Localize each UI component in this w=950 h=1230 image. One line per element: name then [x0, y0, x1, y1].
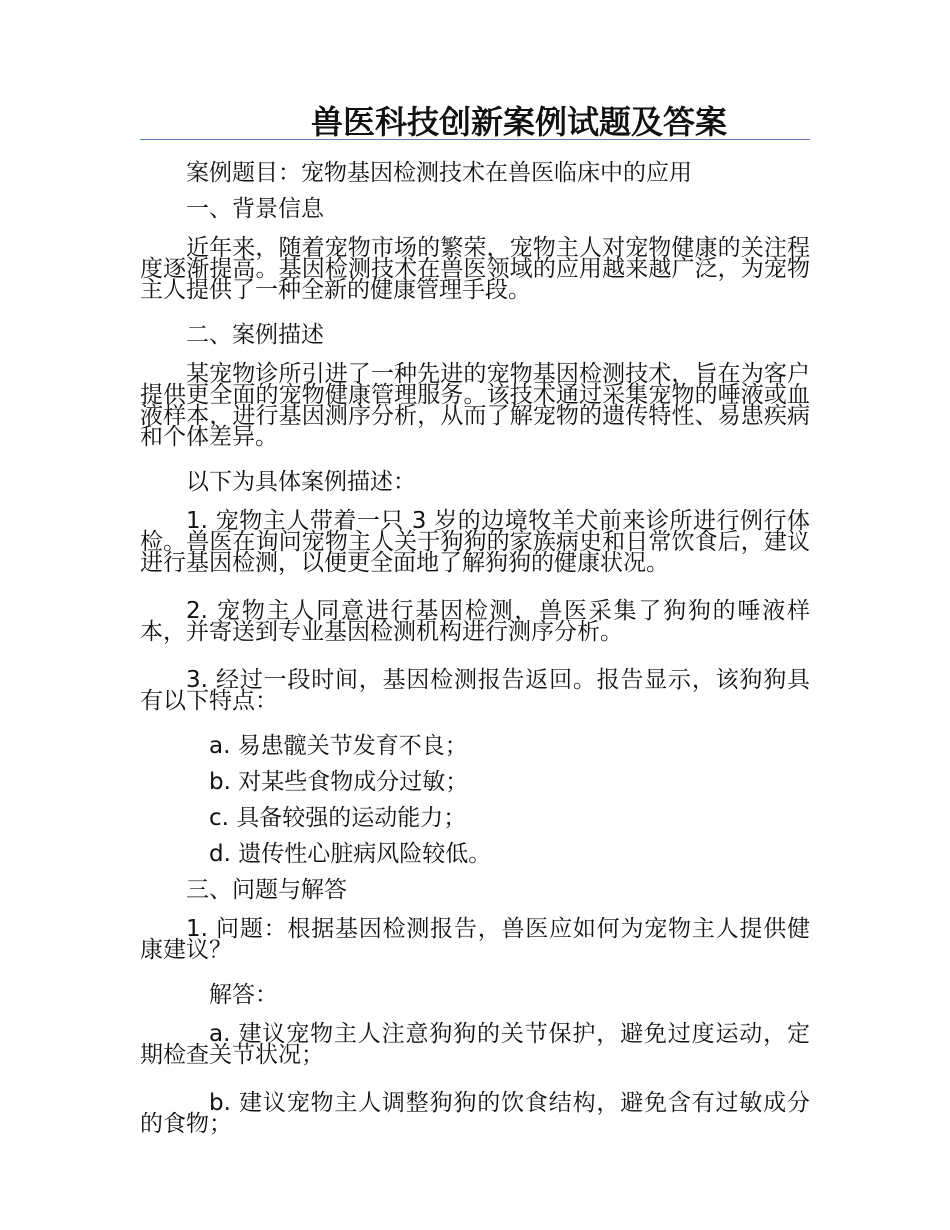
section-heading-case-description: 二、案例描述	[186, 322, 324, 348]
answer-item-b: b. 建议宠物主人调整狗狗的饮食结构，避免含有过敏成分的食物；	[140, 1090, 810, 1137]
paragraph-step-2: 2. 宠物主人同意进行基因检测，兽医采集了狗狗的唾液样本，并寄送到专业基因检测机构进行测序分析。	[140, 598, 810, 645]
case-title: 案例题目：宠物基因检测技术在兽医临床中的应用	[186, 160, 692, 186]
list-item-c: c. 具备较强的运动能力；	[209, 805, 467, 831]
paragraph-step-3: 3. 经过一段时间，基因检测报告返回。报告显示，该狗狗具有以下特点：	[140, 667, 810, 714]
list-item-a: a. 易患髋关节发育不良；	[209, 733, 468, 759]
section-heading-background: 一、背景信息	[186, 196, 324, 222]
paragraph-case-intro: 以下为具体案例描述：	[186, 469, 416, 495]
question-1: 1. 问题：根据基因检测报告，兽医应如何为宠物主人提供健康建议？	[140, 916, 810, 963]
answer-label: 解答：	[209, 982, 278, 1008]
section-heading-qa: 三、问题与解答	[186, 877, 347, 903]
answer-item-a: a. 建议宠物主人注意狗狗的关节保护，避免过度运动，定期检查关节状况；	[140, 1021, 810, 1068]
paragraph-step-1: 1. 宠物主人带着一只 3 岁的边境牧羊犬前来诊所进行例行体检。兽医在询问宠物主人关于狗狗的家族病史和日常饮食后，建议进行基因检测，以便更全面地了解狗狗的健康状况。	[140, 508, 810, 576]
paragraph-case-description: 某宠物诊所引进了一种先进的宠物基因检测技术，旨在为客户提供更全面的宠物健康管理服务。该技术通过采集宠物的唾液或血液样本，进行基因测序分析，从而了解宠物的遗传特性、易患疾病和个体差异。	[140, 361, 810, 450]
list-item-b: b. 对某些食物成分过敏；	[209, 769, 469, 795]
document-body	[140, 154, 810, 1150]
list-item-d: d. 遗传性心脏病风险较低。	[209, 841, 492, 867]
title-underline	[140, 139, 810, 140]
document-title: 兽医科技创新案例试题及答案	[310, 103, 727, 141]
paragraph-background: 近年来，随着宠物市场的繁荣，宠物主人对宠物健康的关注程度逐渐提高。基因检测技术在兽医领域的应用越来越广泛，为宠物主人提供了一种全新的健康管理手段。	[140, 235, 810, 303]
